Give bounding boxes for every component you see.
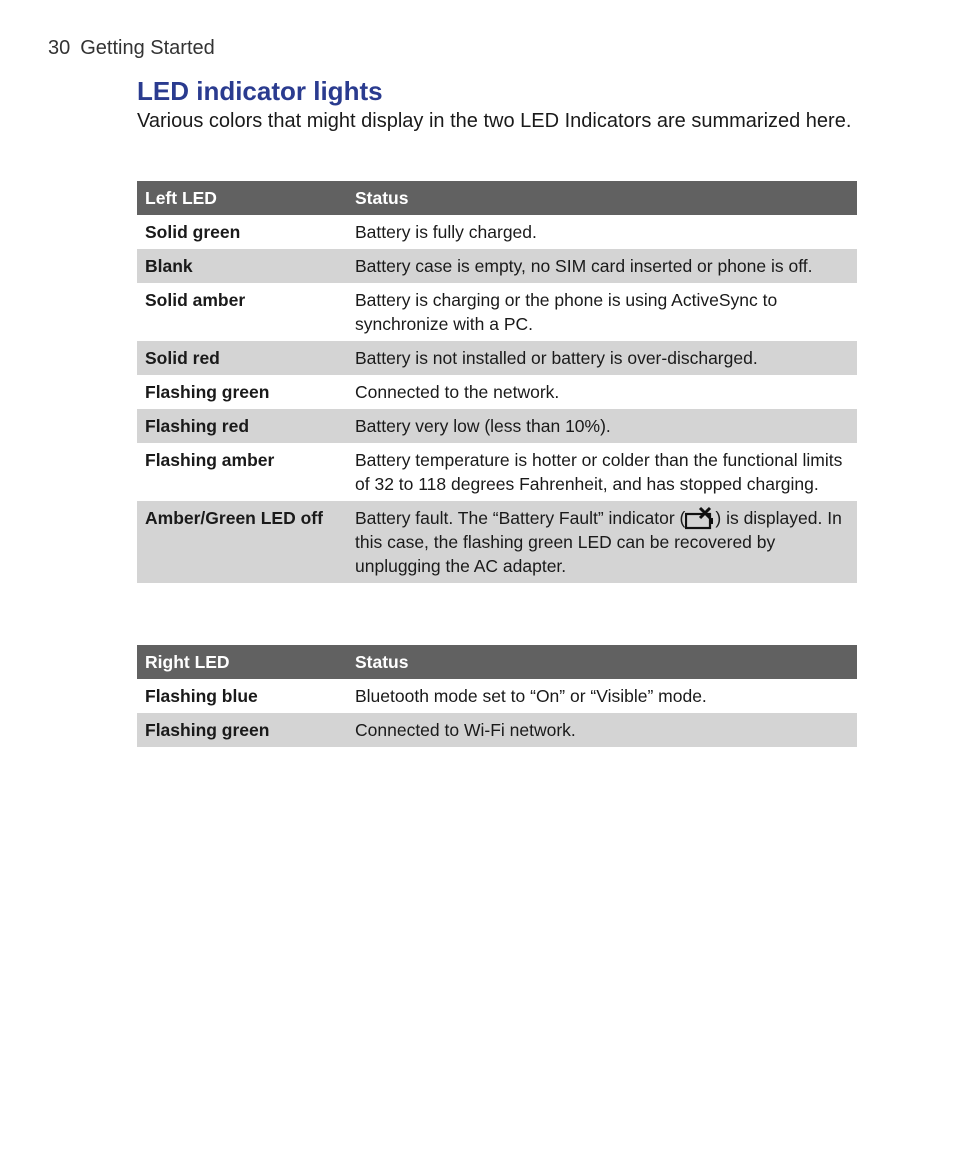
led-name: Solid red: [137, 341, 347, 375]
table-row: [137, 215, 857, 249]
right-led-table: [137, 645, 857, 747]
led-name: Flashing amber: [145, 450, 275, 470]
table-row: [137, 409, 857, 443]
led-name: Flashing green: [145, 382, 270, 402]
led-status: Battery case is empty, no SIM card inserted or phone is off.: [347, 249, 857, 283]
table-row: [137, 443, 857, 501]
led-status: [347, 501, 857, 583]
table-header-row: [137, 181, 857, 215]
table-row: [137, 375, 857, 409]
page-header: [48, 37, 215, 60]
table-header-row: [137, 645, 857, 679]
led-status: Battery is fully charged.: [355, 222, 537, 242]
table-row: [137, 713, 857, 747]
page-title: LED indicator lights: [137, 76, 383, 106]
table-row: [137, 679, 857, 713]
section-title: Getting Started: [80, 37, 215, 59]
column-header-led: Right LED: [137, 645, 347, 679]
battery-fault-icon: [685, 506, 715, 530]
led-status: Battery is charging or the phone is using ActiveSync to synchronize with a PC.: [355, 290, 778, 334]
left-led-table: [137, 181, 857, 583]
table-row: [137, 341, 857, 375]
led-status: Bluetooth mode set to “On” or “Visible” mode.: [355, 686, 707, 706]
led-status: Battery very low (less than 10%).: [347, 409, 857, 443]
led-status: Connected to Wi-Fi network.: [347, 713, 857, 747]
led-name: Flashing red: [137, 409, 347, 443]
led-status: Connected to the network.: [355, 382, 560, 402]
led-name: Flashing blue: [145, 686, 258, 706]
led-name: Flashing green: [137, 713, 347, 747]
table-row: [137, 501, 857, 583]
status-text-after-icon: ) is displayed. In this case, the flashing green LED can be recovered by unplugging the AC adapter.: [355, 508, 842, 576]
table-row: [137, 249, 857, 283]
column-header-status: Status: [347, 645, 857, 679]
column-header-status: Status: [347, 181, 857, 215]
page-number: 30: [48, 37, 71, 59]
led-status: Battery is not installed or battery is over-discharged.: [347, 341, 857, 375]
table-row: [137, 283, 857, 341]
led-status: Battery temperature is hotter or colder than the functional limits of 32 to 118 degrees Fahrenheit, and has stopped charging.: [355, 450, 843, 494]
intro-paragraph: Various colors that might display in the two LED Indicators are summarized here.: [137, 110, 852, 132]
led-name: Solid amber: [145, 290, 246, 310]
led-name: Amber/Green LED off: [137, 501, 347, 583]
column-header-led: Left LED: [137, 181, 347, 215]
led-name: Blank: [137, 249, 347, 283]
led-name: Solid green: [145, 222, 241, 242]
status-text-before-icon: Battery fault. The “Battery Fault” indicator (: [355, 508, 686, 528]
